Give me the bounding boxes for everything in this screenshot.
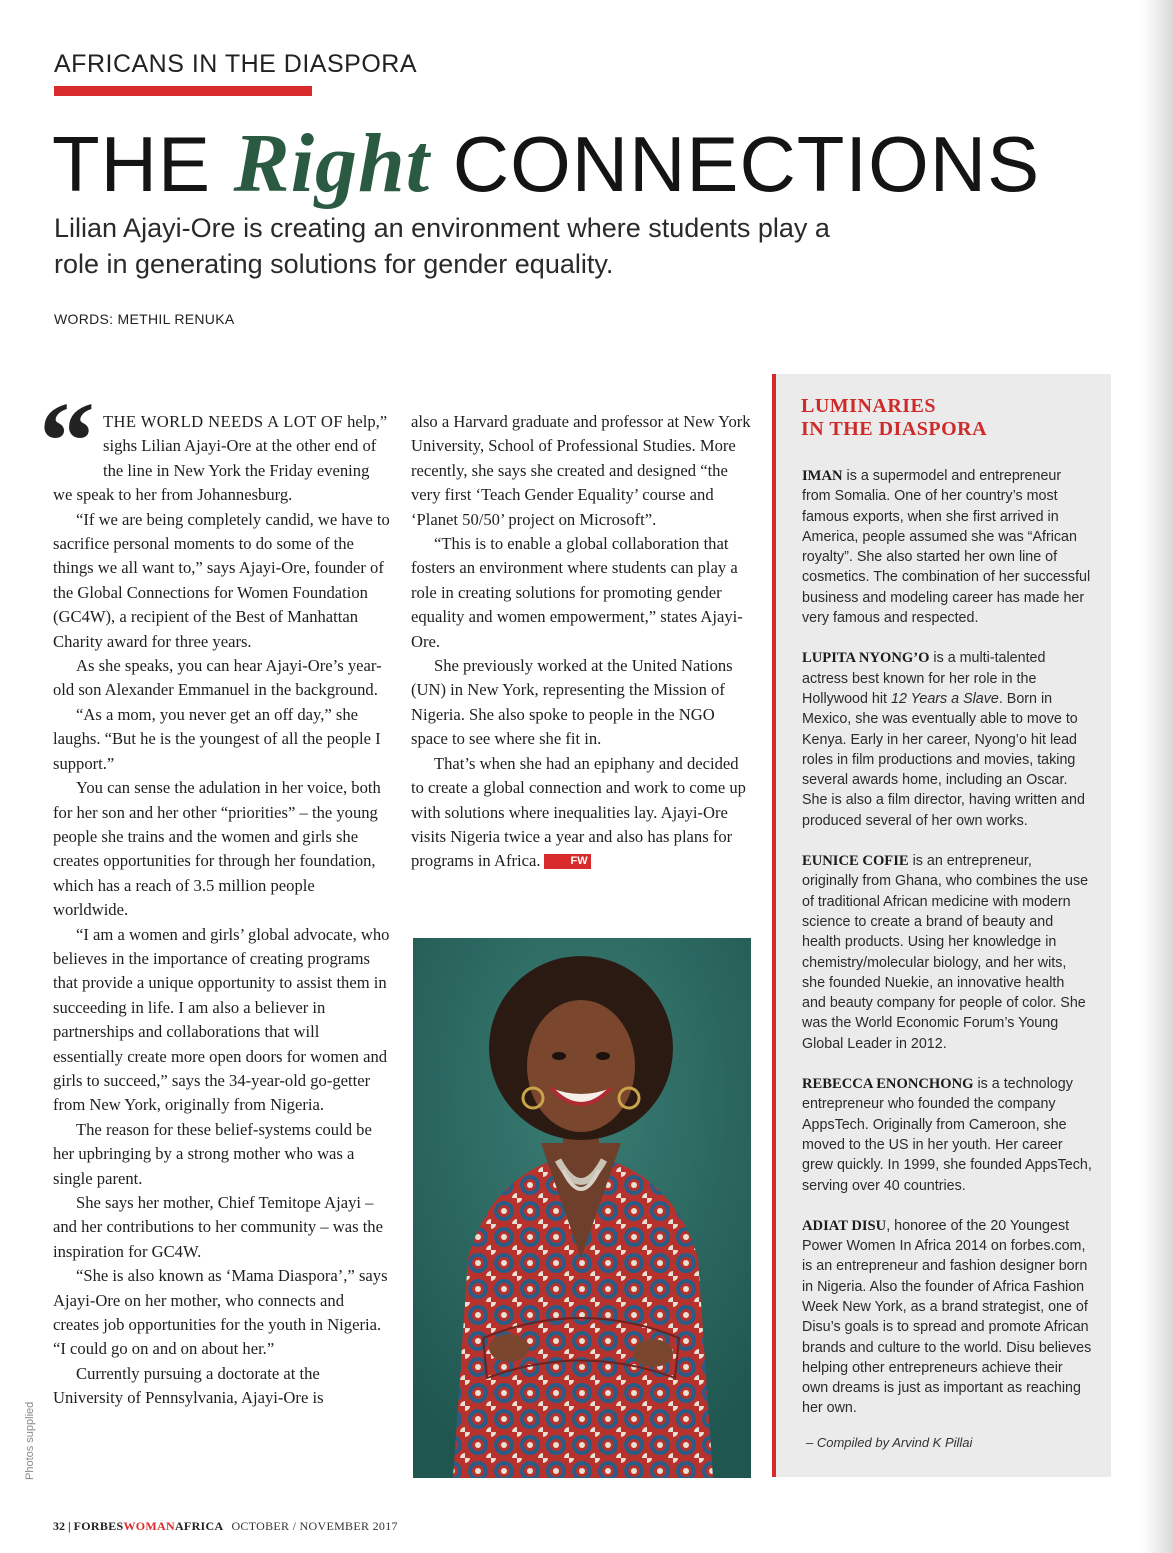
deck-subtitle: Lilian Ajayi-Ore is creating an environment where students play a role in generating solutions for gender equality. bbox=[54, 213, 830, 279]
article-paragraph: “I am a women and girls’ global advocate, who believes in the importance of creating programs that provide a unique opportunity to assist them in succeeding in life. I am also a believer in partnerships and collaborations that will essentially create more open doors for women and girls to succeed,” says the 34-year-old go-getter from New York, originally from Nigeria. bbox=[53, 924, 390, 1115]
end-mark-icon: FW bbox=[544, 854, 590, 869]
sidebar-entry: ADIAT DISU, honoree of the 20 Youngest Power Women In Africa 2014 on forbes.com, is an entrepreneur and fashion designer born in Nigeria. Also the founder of Africa Fashion Week New York, as a brand strategist, one of Disu’s goals is to spread and promote African brands and culture to the world. Disu believes helping other entrepreneurs achieve their own dreams is just as important as reaching her own. bbox=[802, 1217, 1092, 1417]
drop-cap-quote-icon: “ bbox=[39, 380, 95, 504]
issue-date: OCTOBER / NOVEMBER 2017 bbox=[231, 1519, 398, 1533]
article-paragraph: The reason for these belief-systems could be her upbringing by a strong mother who was a single parent. bbox=[53, 1119, 372, 1188]
sidebar-entry: LUPITA NYONG’O is a multi-talented actress best known for her role in the Hollywood hit 12 Years a Slave. Born in Mexico, she was eventually able to move to Kenya. Early in her career, Nyong’o hit lead roles in film productions and movies, taking several awards home, including an Oscar. She is also a film director, having written and produced several of her own works. bbox=[802, 650, 1085, 829]
brand-forbes: FORBES bbox=[73, 1519, 124, 1533]
article-paragraph: That’s when she had an epiphany and decided to create a global connection and work to come up with solutions where inequalities lay. Ajayi-Ore visits Nigeria twice a year and also has plans for programs in Africa. FW bbox=[411, 753, 746, 871]
sidebar-entries bbox=[802, 466, 1092, 1439]
article-paragraph: “ THE WORLD NEEDS A LOT OF help,” sighs Lilian Ajayi-Ore at the other end of the line in New York the Friday evening we speak to her from Johannesburg. bbox=[39, 380, 388, 505]
sidebar-entry: EUNICE COFIE is an entrepreneur, originally from Ghana, who combines the use of traditional African medicine with modern science to create a brand of beauty and health products. Using her knowledge in chemistry/molecular biology, and her wits, she founded Nuekie, an innovative health and beauty company for people of color. She was the World Economic Forum’s Young Global Leader in 2012. bbox=[802, 853, 1089, 1052]
brand-africa: AFRICA bbox=[174, 1519, 224, 1533]
article-column-1 bbox=[39, 380, 390, 1411]
sidebar-title: LUMINARIES IN THE DIASPORA bbox=[801, 395, 988, 440]
sidebar-entry: REBECCA ENONCHONG is a technology entrepreneur who founded the company AppsTech. Originally from Cameroon, she moved to the US in her youth. Her career grew quickly. In 1999, she founded AppsTech, serving over 40 countries. bbox=[802, 1076, 1092, 1194]
headline-part-1: THE bbox=[52, 120, 211, 208]
article-paragraph: You can sense the adulation in her voice, both for her son and her other “priorities” – the young people she trains and the women and girls she creates opportunities for through her foundation, which has a reach of 3.5 million people worldwide. bbox=[53, 778, 381, 920]
page-footer: 32 | FORBESWOMANAFRICA OCTOBER / NOVEMBER 2017 bbox=[53, 1519, 398, 1533]
photo-credit: Photos supplied bbox=[24, 1401, 36, 1480]
article-paragraph: “As a mom, you never get an off day,” she laughs. “But he is the youngest of all the people I support.” bbox=[53, 704, 381, 773]
article-paragraph: “If we are being completely candid, we have to sacrifice personal moments to do some of the things we all want to,” says Ajayi-Ore, founder of the Global Connections for Women Foundation (GC4W), a recipient of the Best of Manhattan Charity award for three years. bbox=[53, 509, 390, 651]
headline-part-2: CONNECTIONS bbox=[452, 120, 1041, 208]
brand-woman: WOMAN bbox=[123, 1519, 175, 1533]
sidebar-entry: IMAN is a supermodel and entrepreneur from Somalia. One of her country’s most famous exports, when she first arrived in America, people assumed she was “African royalty”. She also started her own line of cosmetics. The combination of her successful business and modeling career has made her very famous and respected. bbox=[802, 468, 1091, 627]
page-number: 32 bbox=[53, 1519, 65, 1533]
article-column-2 bbox=[411, 410, 751, 874]
lead-in: THE WORLD NEEDS A LOT OF bbox=[103, 412, 343, 431]
headline-accent-word: Right bbox=[233, 117, 431, 210]
section-rule bbox=[54, 86, 312, 96]
portrait-photo bbox=[413, 938, 751, 1478]
article-paragraph: She says her mother, Chief Temitope Ajayi – and her contributions to her community – was the inspiration for GC4W. bbox=[53, 1193, 383, 1261]
article-paragraph: She previously worked at the United Nations (UN) in New York, representing the Mission of Nigeria. She also spoke to people in the NGO space to see where she fit in. bbox=[411, 656, 733, 749]
byline: WORDS: METHIL RENUKA bbox=[54, 311, 235, 327]
headline bbox=[52, 118, 1040, 210]
article-paragraph: “This is to enable a global collaboration that fosters an environment where students can play a role in creating solutions for promoting gender equality and women empowerment,” states Ajayi-Ore. bbox=[411, 534, 743, 651]
article-paragraph: “She is also known as ‘Mama Diaspora’,” says Ajayi-Ore on her mother, who connects and creates job opportunities for the youth in Nigeria. “I could go on and on about her.” bbox=[53, 1266, 388, 1359]
portrait-illustration bbox=[413, 938, 751, 1478]
sidebar-credit: – Compiled by Arvind K Pillai bbox=[806, 1435, 973, 1450]
section-label: AFRICANS IN THE DIASPORA bbox=[54, 50, 417, 78]
article-paragraph: also a Harvard graduate and professor at New York University, School of Professional Studies. More recently, she says she created and designed “the very first ‘Teach Gender Equality’ course and ‘Planet 50/50’ project on Microsoft”. bbox=[411, 412, 751, 529]
page-edge-shadow bbox=[1142, 0, 1173, 1553]
article-paragraph: Currently pursuing a doctorate at the University of Pennsylvania, Ajayi-Ore is bbox=[53, 1363, 324, 1408]
article-paragraph: As she speaks, you can hear Ajayi-Ore’s year-old son Alexander Emmanuel in the background. bbox=[53, 656, 382, 700]
